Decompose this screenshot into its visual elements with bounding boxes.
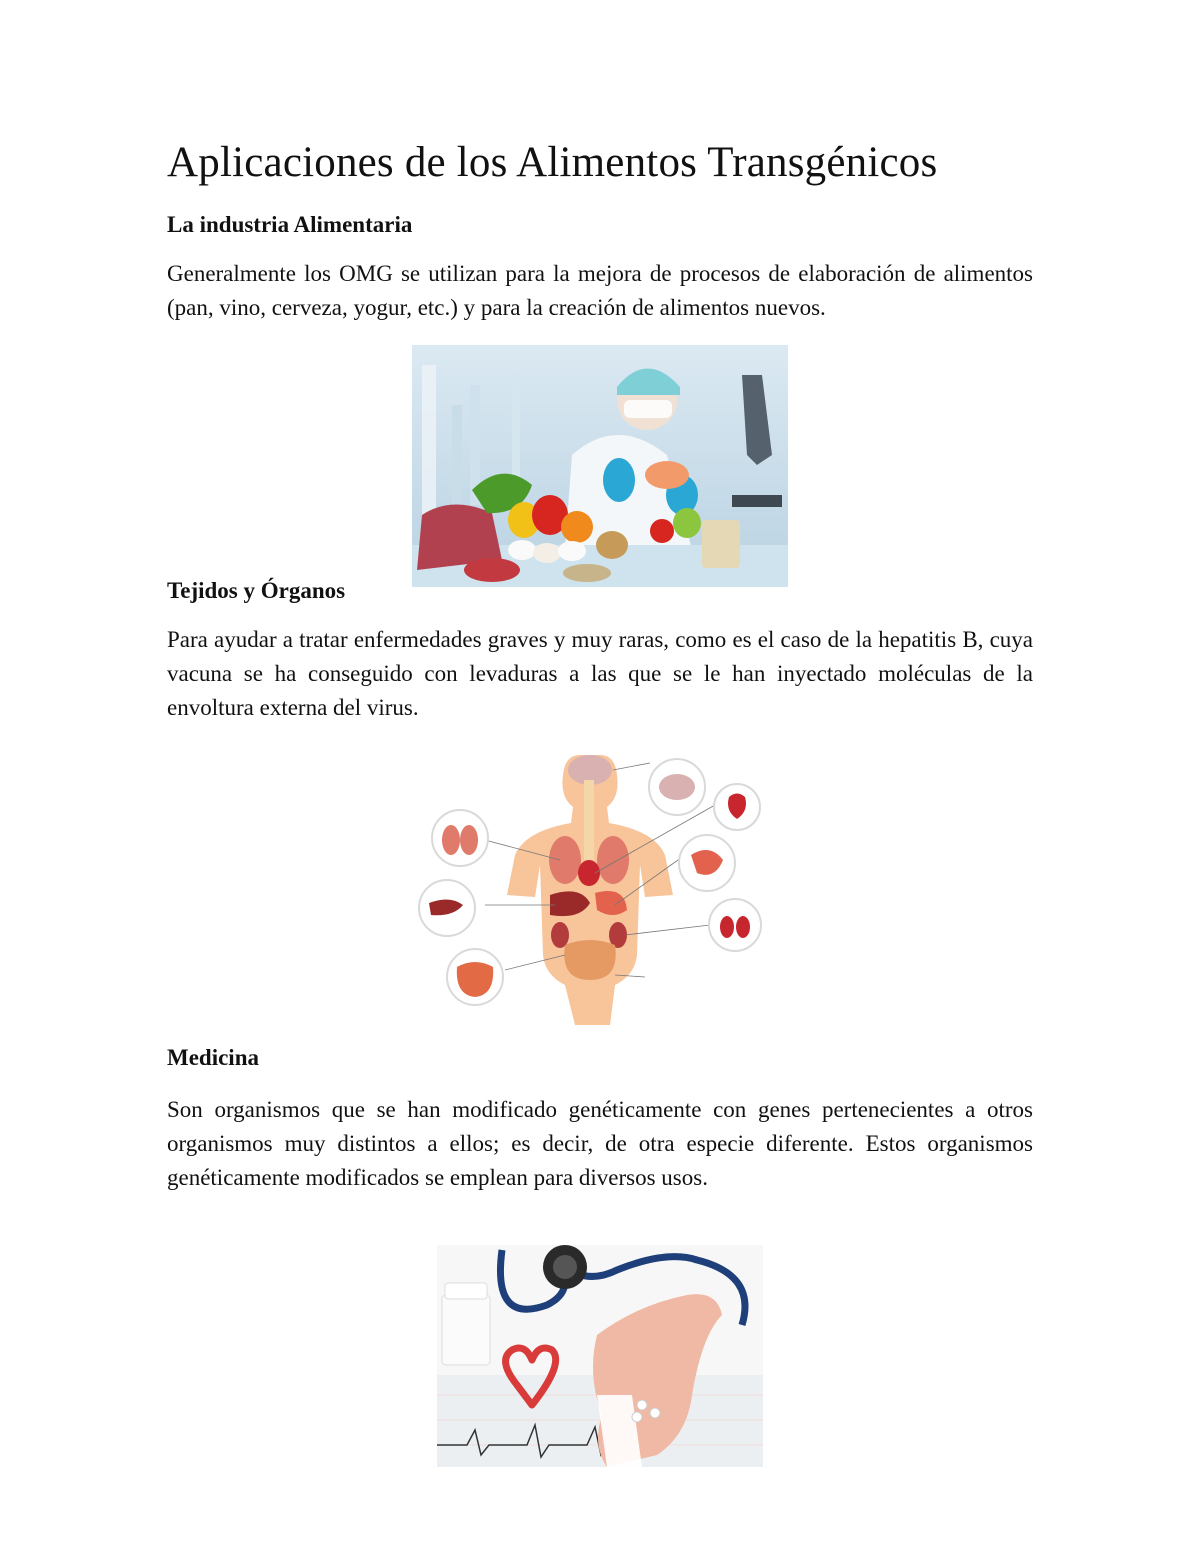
scientist-food-lab-photo [412, 345, 788, 587]
human-organs-diagram [415, 745, 775, 1025]
section-heading-medicina: Medicina [167, 1045, 259, 1070]
page-title: Aplicaciones de los Alimentos Transgénicos [167, 139, 938, 186]
section-text-industria: Generalmente los OMG se utilizan para la mejora de procesos de elaboración de alimentos (pan, vino, cerveza, yogur, etc.) y para la creación de alimentos nuevos. [167, 261, 1033, 320]
section-heading-tejidos: Tejidos y Órganos [167, 578, 346, 603]
section-text-tejidos: Para ayudar a tratar enfermedades graves y muy raras, como es el caso de la hepatitis B, cuya vacuna se ha conseguido con levaduras a las que se le han inyectado moléculas de la envoltura externa del virus. [167, 627, 1033, 720]
section-text-medicina: Son organismos que se han modificado genéticamente con genes pertenecientes a otros organismos muy distintos a ellos; es decir, de otra especie diferente. Estos organismos genéticamente modificados se emplean para diversos usos. [167, 1097, 1033, 1190]
section-heading-industria: La industria Alimentaria [167, 212, 413, 237]
stethoscope-pills-photo [437, 1245, 763, 1467]
